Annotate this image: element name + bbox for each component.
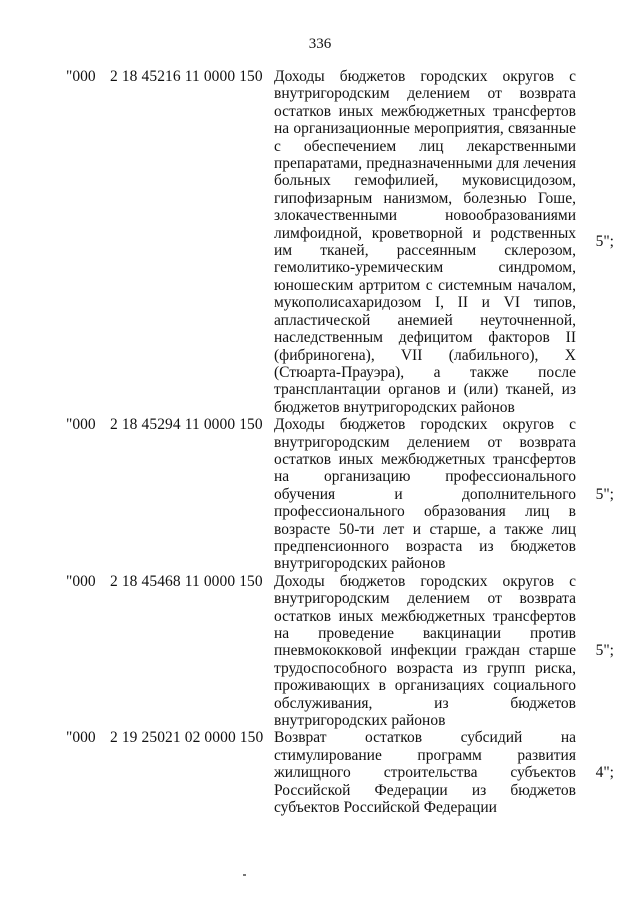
admin-code: "000 bbox=[66, 68, 96, 85]
table-row bbox=[66, 416, 614, 573]
budget-classification-code: 2 18 45468 11 0000 150 bbox=[110, 572, 263, 590]
budget-classification-code: 2 18 45294 11 0000 150 bbox=[110, 416, 263, 434]
row-suffix: 5"; bbox=[595, 642, 614, 660]
row-suffix: 5"; bbox=[595, 233, 614, 251]
admin-code: "000 bbox=[66, 572, 96, 590]
table-row bbox=[66, 729, 614, 816]
scan-speck bbox=[243, 874, 246, 876]
code-description: Доходы бюджетов городских округов с внутригородским делением от возврата остатков иных межбюджетных трансфертов на организационные мероприятия, связанные с обеспечением лиц лекарственными препаратами, предназначенными для лечения больных гемофилией, муковисцидозом, гипофизарным нанизмом, болезнью Гоше, злокачественными новообразованиями лимфоидной, кроветворной и родственных им тканей, рассеянным склерозом, гемолитико-уремическим синдромом, юношеским артритом с системным началом, мукополисахаридозом I, II и VI типов, апластической анемией неуточненной, наследственным дефицитом факторов II (фибриногена), VII (лабильного), X (Стюарта-Прауэра), а также после трансплантации органов и (или) тканей, из бюджетов внутригородских районов bbox=[274, 68, 576, 416]
code-description: Доходы бюджетов городских округов с внутригородским делением от возврата остатков иных межбюджетных трансфертов на организацию профессионального обучения и дополнительного профессионального образования лиц в возрасте 50-ти лет и старше, а также лиц предпенсионного возраста из бюджетов внутригородских районов bbox=[274, 416, 576, 573]
table-row bbox=[66, 68, 614, 416]
row-suffix: 5"; bbox=[595, 485, 614, 503]
budget-classification-code: 2 19 25021 02 0000 150 bbox=[110, 729, 264, 747]
budget-classification-code: 2 18 45216 11 0000 150 bbox=[110, 68, 263, 85]
row-suffix: 4"; bbox=[595, 764, 614, 782]
budget-code-table bbox=[66, 68, 614, 816]
code-description: Доходы бюджетов городских округов с внутригородским делением от возврата остатков иных межбюджетных трансфертов на проведение вакцинации против пневмококковой инфекции граждан старше трудоспособного возраста из групп риска, проживающих в организациях социального обслуживания, из бюджетов внутригородских районов bbox=[274, 572, 576, 730]
page-number: 336 bbox=[308, 36, 332, 52]
code-description: Возврат остатков субсидий на стимулирование программ развития жилищного строительства субъектов Российской Федерации из бюджетов субъектов Российской Федерации bbox=[274, 729, 576, 817]
admin-code: "000 bbox=[66, 416, 96, 434]
table-row bbox=[66, 573, 614, 730]
admin-code: "000 bbox=[66, 729, 96, 747]
